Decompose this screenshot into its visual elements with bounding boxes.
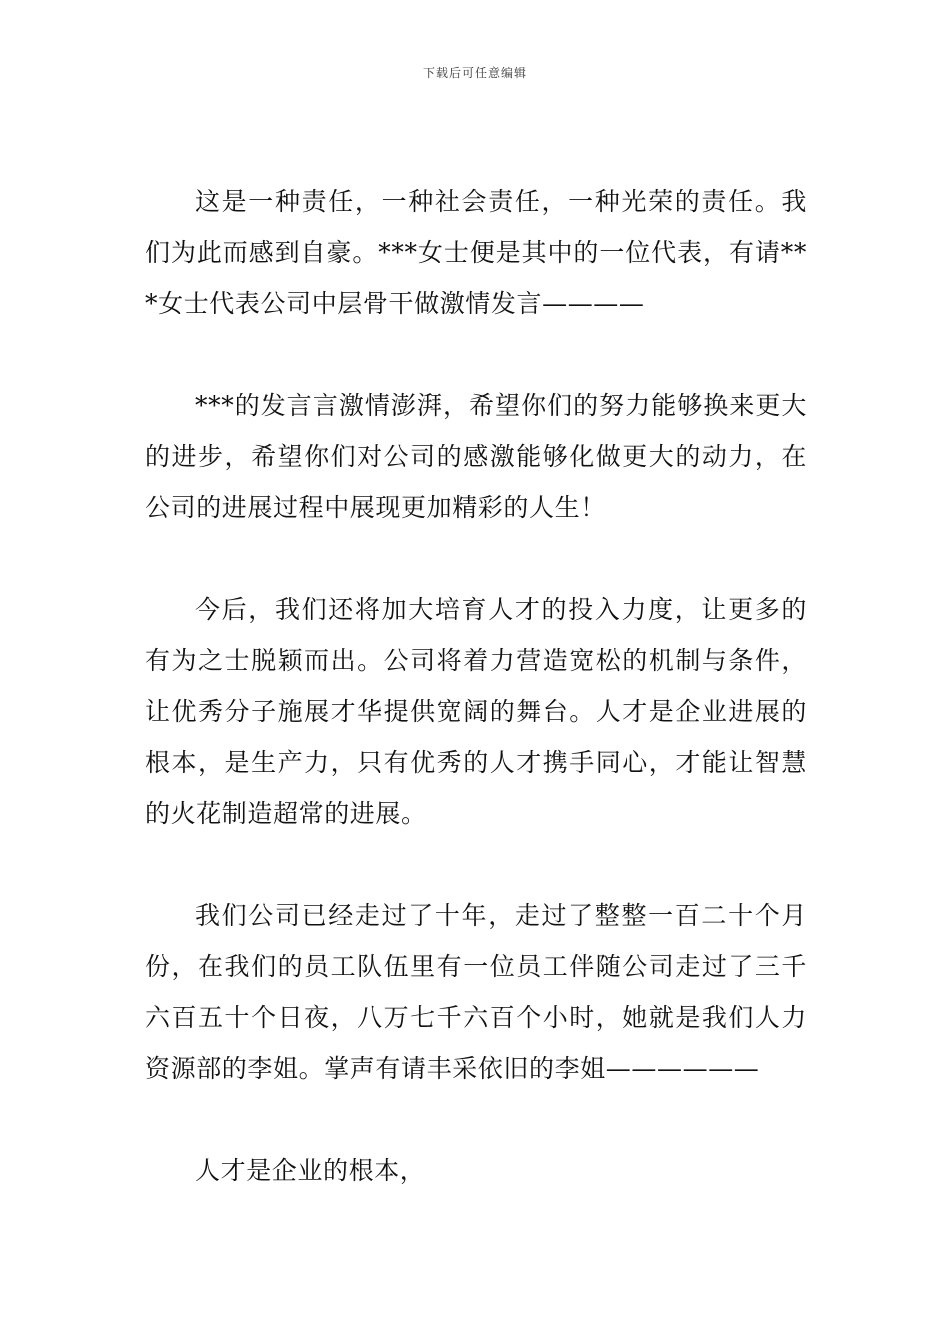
paragraph-2: ***的发言言激情澎湃，希望你们的努力能够换来更大的进步，希望你们对公司的感激能够化做更大的动力，在公司的进展过程中展现更加精彩的人生！ <box>145 391 807 522</box>
header-note: 下载后可任意编辑 <box>422 66 527 80</box>
paragraph-1: 这是一种责任，一种社会责任，一种光荣的责任。我们为此而感到自豪。***女士便是其中的一位代表，有请***女士代表公司中层骨干做激情发言———— <box>145 187 807 318</box>
document-body <box>145 176 807 1247</box>
paragraph-4: 我们公司已经走过了十年，走过了整整一百二十个月份，在我们的员工队伍里有一位员工伴随公司走过了三千六百五十个日夜，八万七千六百个小时，她就是我们人力资源部的李姐。掌声有请丰采依旧的李姐—————— <box>145 901 807 1083</box>
paragraph-3: 今后，我们还将加大培育人才的投入力度，让更多的有为之士脱颖而出。公司将着力营造宽松的机制与条件，让优秀分子施展才华提供宽阔的舞台。人才是企业进展的根本，是生产力，只有优秀的人才携手同心，才能让智慧的火花制造超常的进展。 <box>145 595 807 828</box>
paragraph-5: 人才是企业的根本， <box>195 1156 426 1185</box>
